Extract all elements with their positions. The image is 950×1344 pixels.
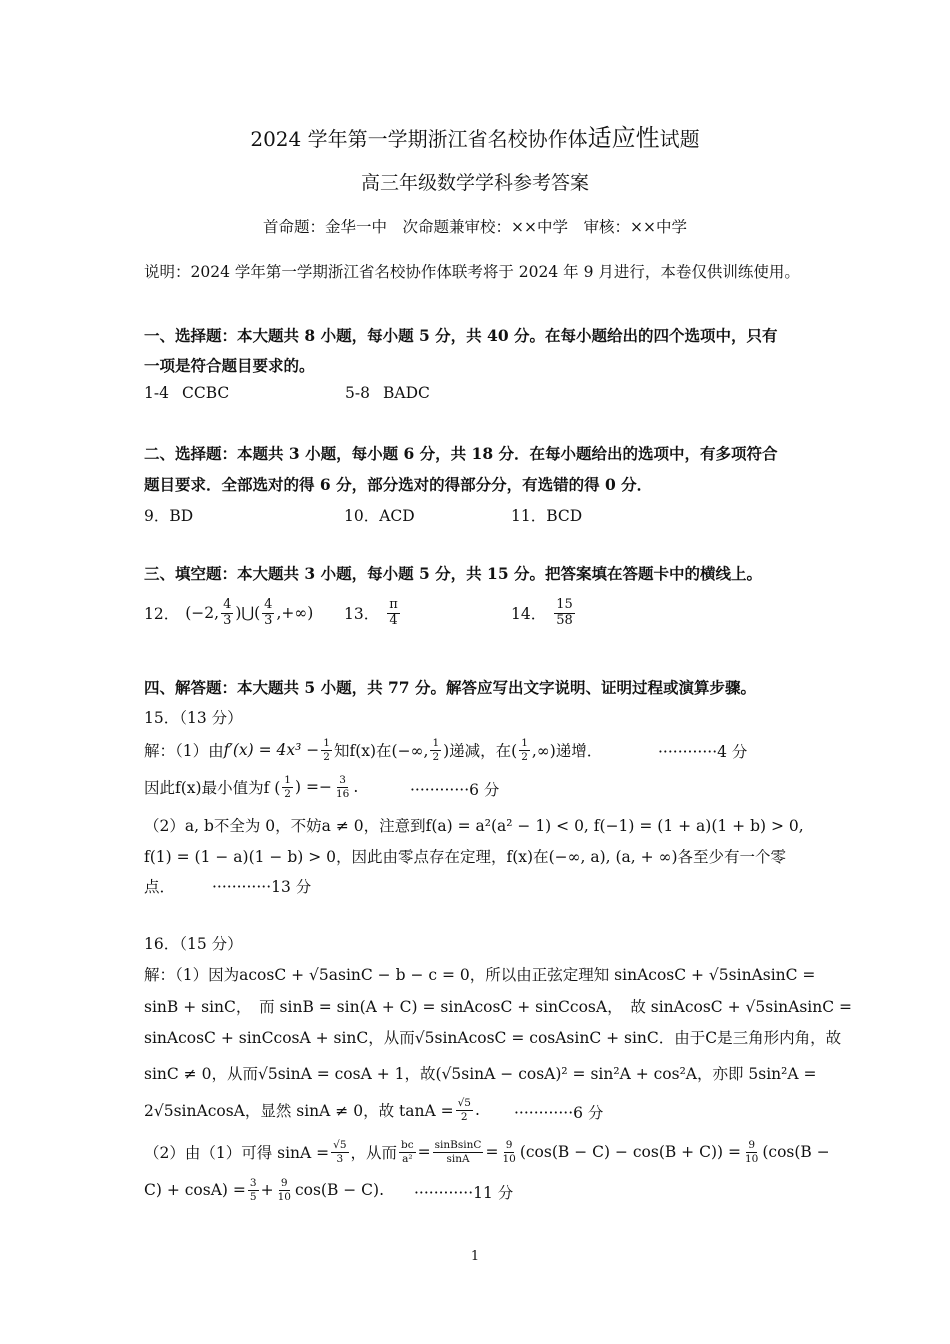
q15-l1-d: )递减，在( [443,742,518,760]
q16-line1: 解：（1）因为acosC + √5asinC − b − c = 0，所以由正弦定理知 sinAcosC + √5sinAsinC = [144,966,816,984]
answer-12 [144,592,313,634]
answer-14 [511,592,577,634]
title-main: 2024 学年第一学期浙江省名校协作体 [250,127,588,151]
answer-13 [344,592,402,634]
q16-line4: sinC ≠ 0，从而√5sinA = cosA + 1，故(√5sinA − cosA)² = sin²A + cos²A，亦即 5sin²A = [144,1065,817,1083]
q15-l2-a: 因此f(x)最小值为f ( [144,779,281,797]
q15-line5: 点． [144,878,176,896]
q15-l1-a: 解：（1）由 [144,742,224,760]
q16-line7 [144,1173,384,1207]
q15-l1-b: f′(x) = 4x³ − [223,741,320,759]
q15-l2-frac2: $\frac{3}{16}$ [335,774,350,800]
q16-l5-frac: $\frac{√5}{2}$ [457,1097,471,1123]
answer-12-frac2: $\frac{4}{3}$ [264,596,273,628]
q15-l1-e: ,∞)递增． [531,742,603,760]
page-number: 1 [470,1249,480,1264]
document-subtitle: 高三年级数学学科参考答案 [360,172,589,194]
q16-l7-b: + [260,1181,274,1199]
q16-l6-frac1: $\frac{√5}{3}$ [333,1139,347,1165]
q15-l1-frac1: $\frac{1}{2}$ [323,737,330,763]
q16-l5-score: ············6 分 [514,1104,604,1122]
q16-l6-a: （2）由（1）可得 sinA = [144,1144,330,1162]
answer-12-label: 12． [144,605,180,623]
q15-line2 [144,770,358,804]
q15-l5-score: ············13 分 [212,878,312,896]
q16-l6-frac3: $\frac{\text{sinBsinC}}{\sin A}$ [434,1139,482,1165]
answer-1-4-label: 1-4 [144,384,169,402]
q16-l7-c: cos(B − C). [294,1181,385,1199]
q15-l1-c: 知f(x)在(−∞, [333,742,429,760]
answer-14-label: 14． [511,605,547,623]
q16-l5-b: . [474,1101,480,1119]
answer-12-post: ,+∞) [276,604,314,622]
section1-heading-line1: 一、选择题：本大题共 8 小题，每小题 5 分，共 40 分。在每小题给出的四个选项中，只有 [144,326,778,345]
q16-l6-b: ，从而 [350,1144,398,1162]
answer-12-frac1: $\frac{4}{3}$ [223,596,232,628]
answer-12-pre: (−2, [185,604,220,622]
answer-5-8-label: 5-8 [345,384,370,402]
section2-heading-line2: 题目要求．全部选对的得 6 分，部分选对的得部分分，有选错的得 0 分． [144,475,653,494]
q15-title: 15．（13 分） [144,709,243,727]
q16-l7-frac1: $\frac{3}{5}$ [249,1177,257,1203]
note-line: 说明：2024 学年第一学期浙江省名校协作体联考将于 2024 年 9 月进行，本卷仅供训练使用。 [144,263,800,281]
section4-heading: 四、解答题：本大题共 5 小题，共 77 分。解答应写出文字说明、证明过程或演算步骤。 [144,678,756,697]
q16-l7-score: ············11 分 [414,1184,514,1202]
section3-heading: 三、填空题：本大题共 3 小题，每小题 5 分，共 15 分。把答案填在答题卡中的横线上。 [144,564,763,583]
q15-l2-score: ············6 分 [410,781,500,799]
answer-1-4-value: CCBC [182,384,230,402]
q16-line6 [144,1135,830,1169]
title-emphasis: 适应性 [587,124,660,152]
answer-9: 9．BD [144,507,194,525]
answer-12-mid: )⋃( [235,604,261,622]
q16-l6-frac4: $\frac{9}{10}$ [502,1139,516,1165]
q15-l2-c: . [353,778,359,796]
section1-heading-line2: 一项是符合题目要求的。 [144,356,315,375]
section2-heading-line1: 二、选择题：本题共 3 小题，每小题 6 分，共 18 分．在每小题给出的选项中，有多项符合 [144,444,778,463]
answer-14-frac: $\frac{15}{58}$ [556,596,573,628]
q16-l6-d: = [485,1143,499,1161]
document-title [0,118,950,153]
q16-l6-frac5: $\frac{9}{10}$ [744,1139,759,1165]
q16-line3: sinAcosC + sinCcosA + sinC，从而√5sinAcosC = cosAsinC + sinC．由于C是三角形内角，故 [144,1029,842,1047]
q16-line2: sinB + sinC， 而 sinB = sin(A + C) = sinAcosC + sinCcosA， 故 sinAcosC + √5sinAsinC = [144,998,853,1016]
answer-11: 11．BCD [511,507,583,525]
authors-line: 首命题：金华一中 次命题兼审校：××中学 审核：××中学 [263,218,687,236]
q16-l7-frac2: $\frac{9}{10}$ [277,1177,291,1203]
q16-l6-g: (cos(B − [762,1143,830,1161]
answer-13-frac: $\frac{\pi}{4}$ [389,596,398,628]
answer-10: 10．ACD [344,507,415,525]
title-end: 试题 [659,127,700,151]
answer-13-label: 13． [344,605,380,623]
q15-l2-frac1: $\frac{1}{2}$ [284,774,291,800]
q15-l2-b: ) =− [294,778,332,796]
q16-l6-c: = [417,1143,431,1161]
q16-l6-frac2: $\frac{bc}{\text{a²}}$ [401,1139,414,1165]
q15-l1-frac3: $\frac{1}{2}$ [521,737,528,763]
q16-l7-a: C) + cosA) = [144,1181,246,1199]
q16-l6-e: (cos(B − C) − cos(B + C)) = [519,1143,741,1161]
q15-line1 [144,734,602,766]
answer-5-8-value: BADC [383,384,430,402]
q16-l5-a: 2√5sinAcosA，显然 sinA ≠ 0，故 tanA = [144,1102,454,1120]
q15-line3: （2）a, b不全为 0，不妨a ≠ 0，注意到f(a) = a²(a² − 1) < 0, f(−1) = (1 + a)(1 + b) > 0, [144,817,804,835]
q15-l1-frac2: $\frac{1}{2}$ [432,737,440,763]
q15-line4: f(1) = (1 − a)(1 − b) > 0，因此由零点存在定理，f(x)在(−∞, a), (a, + ∞)各至少有一个零 [144,848,787,866]
q15-l1-score: ············4 分 [658,743,748,761]
q16-line5 [144,1093,480,1127]
q16-title: 16．（15 分） [144,935,243,953]
